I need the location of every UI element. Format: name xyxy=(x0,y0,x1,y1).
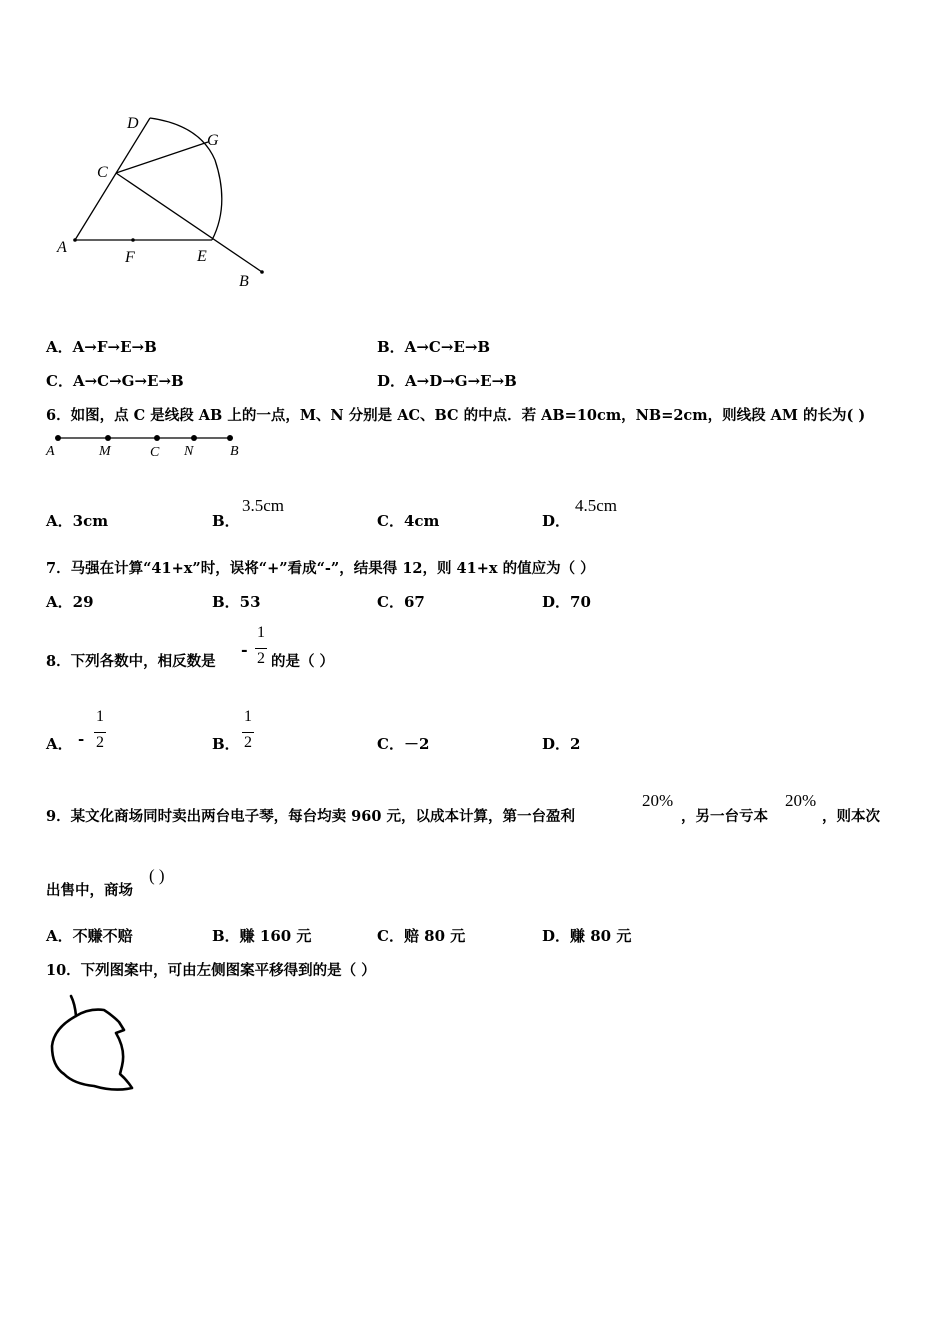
fraction-numerator: 1 xyxy=(96,708,104,725)
q7-option-d[interactable]: D．70 xyxy=(542,593,591,611)
q9-percent-2: 20% xyxy=(785,791,817,810)
label-g: G xyxy=(207,132,219,149)
point-b xyxy=(227,435,233,441)
q8-stem-prefix: 8．下列各数中，相反数是 xyxy=(46,653,216,670)
q8-option-a[interactable]: A． xyxy=(46,735,73,753)
segment-ad xyxy=(75,118,150,240)
point-a xyxy=(55,435,61,441)
label-a: A xyxy=(57,239,67,256)
leaf-figure-q10 xyxy=(44,990,144,1100)
q5-option-a[interactable]: A．A→F→E→B xyxy=(46,338,157,356)
label-b: B xyxy=(230,444,239,459)
q9-stem-line2: 出售中，商场 xyxy=(46,882,133,899)
q8-option-b[interactable]: B． xyxy=(212,735,240,753)
q9-stem-part3: ，则本次 xyxy=(822,808,880,825)
segment-cb xyxy=(116,173,262,272)
q8-option-c[interactable]: C．－2 xyxy=(377,735,430,753)
fraction-numerator: 1 xyxy=(244,708,252,725)
q8-option-d[interactable]: D．2 xyxy=(542,735,581,753)
q9-stem-part2: ，另一台亏本 xyxy=(681,808,768,825)
q6-stem: 6．如图，点 C 是线段 AB 上的一点，M、N 分别是 AC、BC 的中点．若 AB=10cm，NB=2cm，则线段 AM 的长为( ) xyxy=(46,407,866,424)
q8-stem-suffix: 的是（ ） xyxy=(271,653,335,670)
point-c xyxy=(154,435,160,441)
q8-option-b-fraction xyxy=(241,708,255,756)
q5-option-b[interactable]: B．A→C→E→B xyxy=(377,338,491,356)
segment-cg xyxy=(116,142,208,173)
q7-option-b[interactable]: B．53 xyxy=(212,593,261,611)
fraction-denominator: 2 xyxy=(244,734,252,751)
q9-option-d[interactable]: D．赚 80 元 xyxy=(542,927,632,945)
label-f: F xyxy=(125,249,135,266)
q10-stem: 10．下列图案中，可由左侧图案平移得到的是（ ） xyxy=(46,962,376,979)
fraction-bar xyxy=(94,732,106,733)
q5-option-c[interactable]: C．A→C→G→E→B xyxy=(46,372,184,390)
point-m xyxy=(105,435,111,441)
q9-answer-paren: ( ) xyxy=(149,866,165,885)
point-n xyxy=(191,435,197,441)
q6-option-b-value: 3.5cm xyxy=(242,496,285,515)
label-m: M xyxy=(99,444,111,459)
geometry-figure-q5 xyxy=(40,100,280,300)
q6-option-a[interactable]: A．3cm xyxy=(46,512,109,530)
q8-stem-minus: - xyxy=(241,640,248,659)
q6-option-b[interactable]: B． xyxy=(212,512,240,530)
q9-option-a[interactable]: A．不赚不赔 xyxy=(46,927,133,945)
q9-option-b[interactable]: B．赚 160 元 xyxy=(212,927,312,945)
q9-stem-part1: 9．某文化商场同时卖出两台电子琴，每台均卖 960 元，以成本计算，第一台盈利 xyxy=(46,808,575,825)
q6-option-c[interactable]: C．4cm xyxy=(377,512,440,530)
q8-stem-fraction xyxy=(254,624,268,672)
point-f xyxy=(131,238,135,242)
q9-percent-1: 20% xyxy=(642,791,674,810)
q7-option-a[interactable]: A．29 xyxy=(46,593,94,611)
q6-option-d[interactable]: D． xyxy=(542,512,571,530)
label-c: C xyxy=(97,164,108,181)
label-n: N xyxy=(184,444,194,459)
fraction-denominator: 2 xyxy=(96,734,104,751)
q8-option-a-fraction xyxy=(93,708,107,756)
label-b: B xyxy=(239,273,249,290)
fraction-bar xyxy=(242,732,254,733)
number-line-q6 xyxy=(42,430,252,462)
fraction-denominator: 2 xyxy=(257,650,265,667)
fraction-numerator: 1 xyxy=(257,624,265,641)
point-a xyxy=(73,238,77,242)
label-e: E xyxy=(197,248,207,265)
q8-option-a-minus: - xyxy=(78,730,85,748)
label-a: A xyxy=(46,444,55,459)
label-d: D xyxy=(127,115,139,132)
q6-option-d-value: 4.5cm xyxy=(575,496,618,515)
q5-option-d[interactable]: D．A→D→G→E→B xyxy=(377,372,517,390)
label-c: C xyxy=(150,445,160,460)
fraction-bar xyxy=(255,648,267,649)
q7-option-c[interactable]: C．67 xyxy=(377,593,425,611)
q9-option-c[interactable]: C．赔 80 元 xyxy=(377,927,466,945)
q7-stem: 7．马强在计算“41+x”时，误将“+”看成“-”，结果得 12，则 41+x 的值应为（ ） xyxy=(46,560,595,577)
point-b xyxy=(260,270,264,274)
